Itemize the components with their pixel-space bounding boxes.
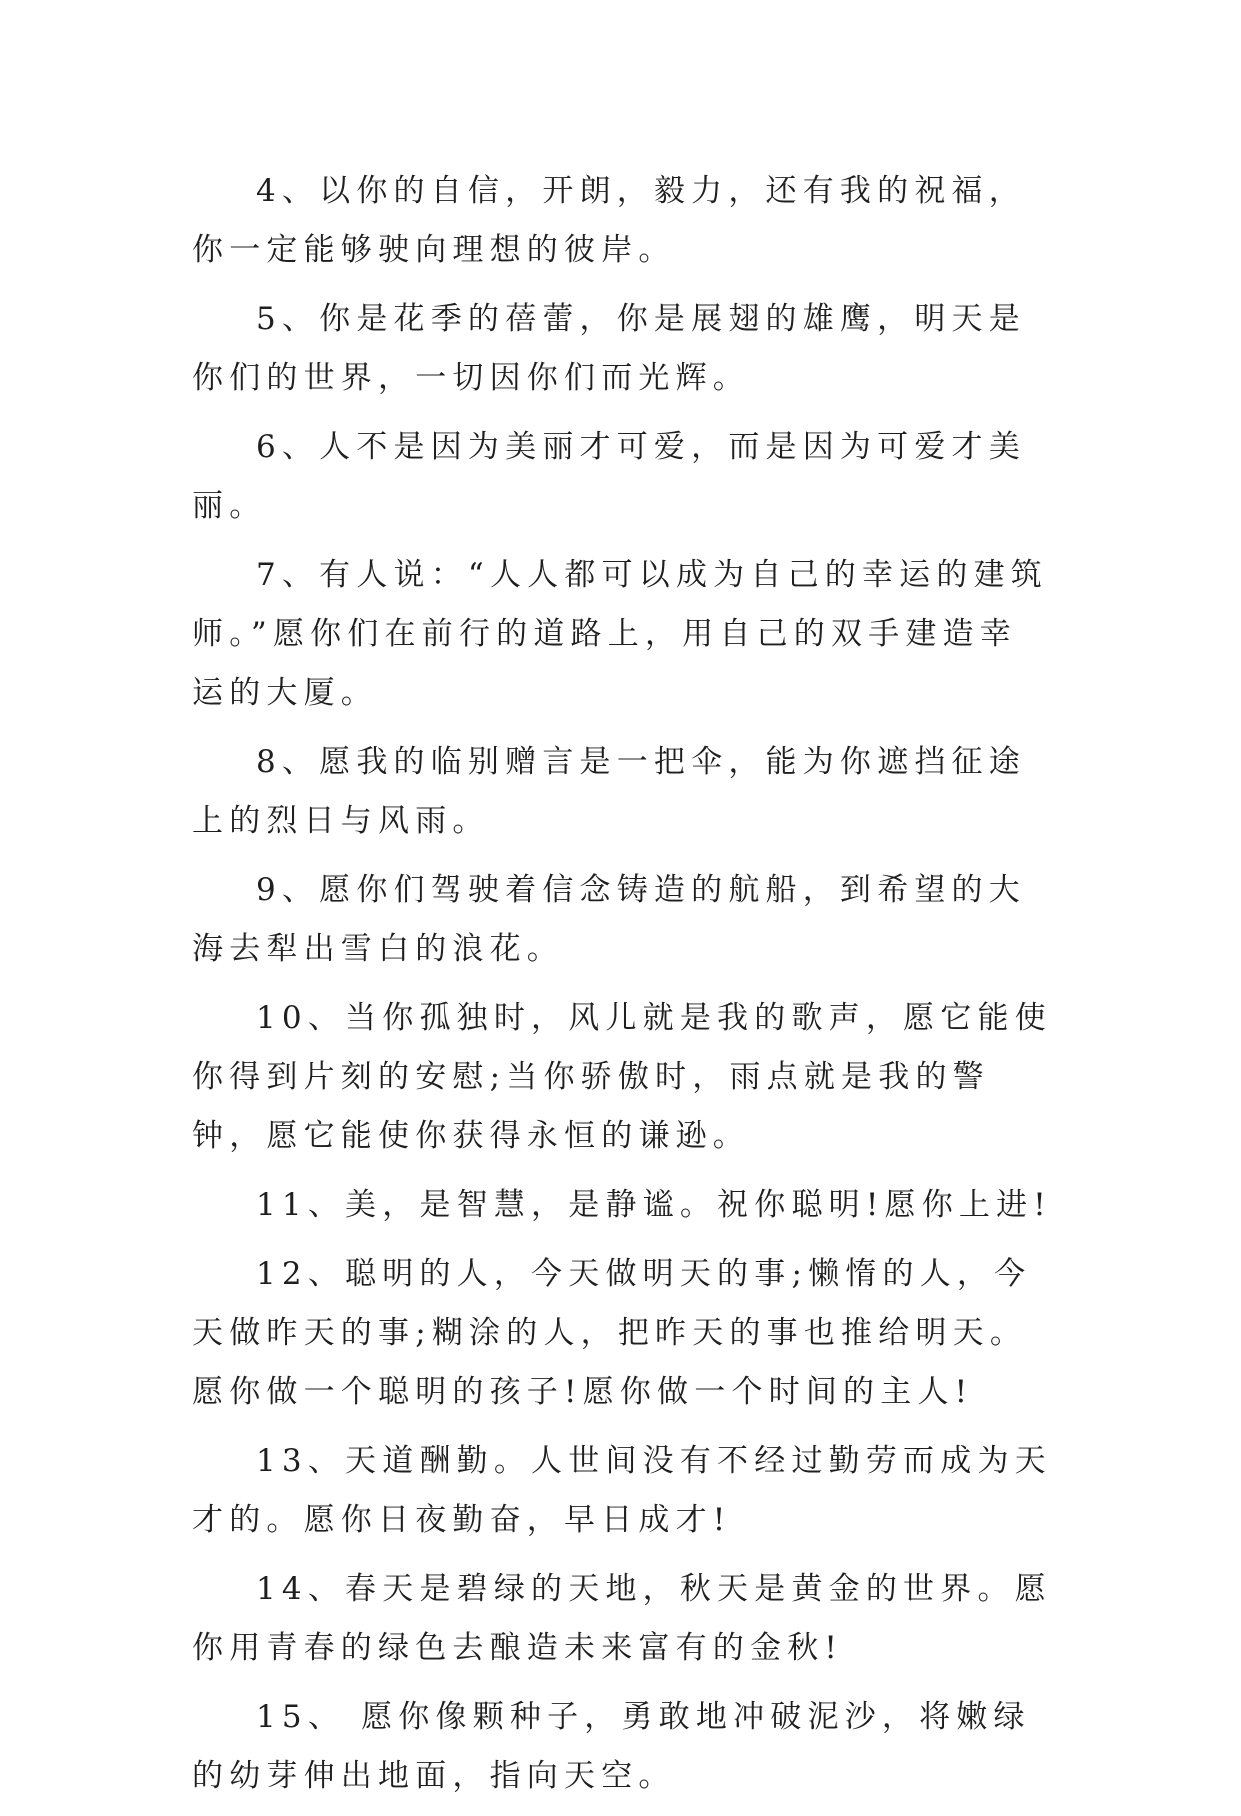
paragraph-9: 9、愿你们驾驶着信念铸造的航船，到希望的大海去犁出雪白的浪花。 [192, 872, 1026, 967]
paragraph-10: 10、当你孤独时，风儿就是我的歌声，愿它能使你得到片刻的安慰;当你骄傲时，雨点就是我的警钟，愿它能使你获得永恒的谦逊。 [192, 1000, 1052, 1154]
paragraph-15: 15、 愿你像颗种子，勇敢地冲破泥沙，将嫩绿的幼芽伸出地面，指向天空。 [192, 1699, 1031, 1794]
paragraph-13: 13、天道酬勤。人世间没有不经过勤劳而成为天才的。愿你日夜勤奋，早日成才! [192, 1443, 1052, 1538]
document-body [192, 162, 1052, 1816]
paragraph-6: 6、人不是因为美丽才可爱，而是因为可爱才美丽。 [192, 429, 1026, 524]
paragraph-5: 5、你是花季的蓓蕾，你是展翅的雄鹰，明天是你们的世界，一切因你们而光辉。 [192, 301, 1026, 396]
paragraph-12: 12、聪明的人，今天做明天的事;懒惰的人，今天做昨天的事;糊涂的人，把昨天的事也推给明天。愿你做一个聪明的孩子!愿你做一个时间的主人! [192, 1256, 1032, 1410]
paragraph-14: 14、春天是碧绿的天地，秋天是黄金的世界。愿你用青春的绿色去酿造未来富有的金秋! [192, 1571, 1052, 1666]
paragraph-11: 11、美，是智慧，是静谧。祝你聪明!愿你上进! [256, 1187, 1052, 1223]
paragraph-7: 7、有人说：“人人都可以成为自己的幸运的建筑师。”愿你们在前行的道路上，用自己的双手建造幸运的大厦。 [192, 557, 1048, 711]
paragraph-8: 8、愿我的临别赠言是一把伞，能为你遮挡征途上的烈日与风雨。 [192, 744, 1026, 839]
paragraph-4: 4、以你的自信，开朗，毅力，还有我的祝福，你一定能够驶向理想的彼岸。 [192, 173, 1026, 268]
